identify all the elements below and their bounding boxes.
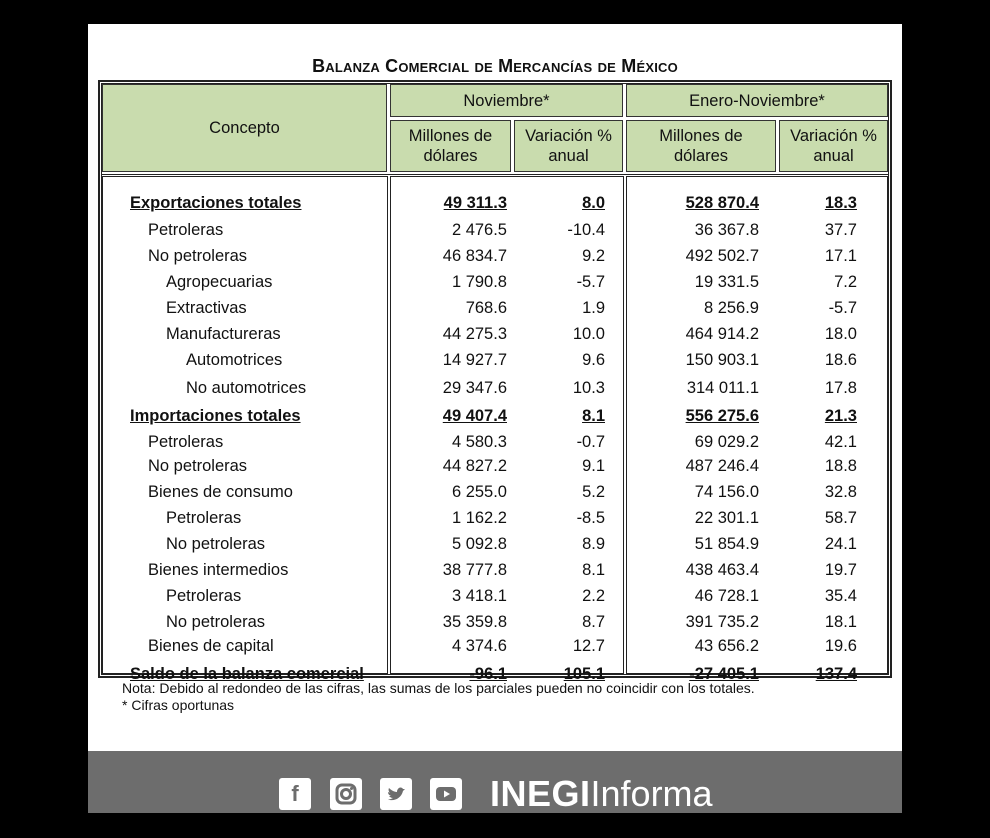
row-value-v1: 3 418.1: [451, 587, 507, 605]
table-row: [98, 584, 892, 610]
row-value-v4: 18.8: [824, 457, 857, 475]
table-row: [98, 480, 892, 506]
row-label: No petroleras: [148, 247, 248, 265]
row-value-v2: 5.2: [582, 483, 605, 501]
row-value-v4: 137.4: [815, 665, 857, 683]
row-value-v2: 8.1: [582, 407, 605, 425]
row-value-v2: 9.6: [582, 351, 605, 369]
header-period-jan-nov: [626, 84, 888, 117]
table-row: [98, 558, 892, 584]
row-value-v3: 19 331.5: [694, 273, 759, 291]
row-label: No petroleras: [148, 457, 248, 475]
row-label: Petroleras: [148, 221, 224, 239]
row-value-v2: 9.1: [582, 457, 605, 475]
header-period2-label: Enero-Noviembre*: [689, 91, 825, 110]
row-value-v2: 105.1: [563, 665, 605, 683]
header-variacion-2: Variación % anual: [779, 120, 888, 172]
table-row: [98, 610, 892, 636]
trade-balance-table: [98, 80, 892, 683]
row-value-v2: -5.7: [576, 273, 605, 291]
row-value-v3: 492 502.7: [685, 247, 759, 265]
row-value-v4: 7.2: [834, 273, 857, 291]
row-label: Manufactureras: [166, 325, 281, 343]
footnotes: [122, 680, 755, 714]
row-value-v3: 46 728.1: [694, 587, 759, 605]
row-value-v3: 69 029.2: [694, 433, 759, 451]
header-period-november: [390, 84, 623, 117]
table-row: [98, 348, 892, 374]
header-concepto: [102, 84, 387, 172]
row-value-v2: 12.7: [572, 637, 605, 655]
table-row: [98, 506, 892, 532]
row-value-v3: 314 011.1: [686, 379, 759, 397]
row-value-v2: -8.5: [576, 509, 605, 527]
row-value-v4: 19.6: [824, 637, 857, 655]
row-label: Automotrices: [186, 351, 283, 369]
row-value-v1: 49 311.3: [443, 194, 507, 212]
note-cifras: * Cifras oportunas: [122, 697, 235, 713]
row-label: Agropecuarias: [166, 273, 273, 291]
footer-bar: [88, 751, 902, 813]
row-value-v4: 37.7: [824, 221, 857, 239]
row-label: No automotrices: [186, 379, 307, 397]
table-row: [98, 270, 892, 296]
row-label: Petroleras: [166, 509, 242, 527]
row-value-v4: 17.8: [824, 379, 857, 397]
row-value-v1: 35 359.8: [442, 613, 507, 631]
row-value-v1: -96.1: [469, 665, 507, 683]
row-value-v2: 9.2: [582, 247, 605, 265]
row-value-v4: 17.1: [824, 247, 857, 265]
content-panel: [88, 24, 902, 751]
row-value-v4: 18.3: [824, 194, 857, 212]
table-row: [98, 296, 892, 322]
row-value-v4: 18.1: [824, 613, 857, 631]
row-value-v2: 8.9: [582, 535, 605, 553]
row-value-v1: 4 374.6: [451, 637, 507, 655]
row-value-v4: 18.6: [824, 351, 857, 369]
header-millones-2: Millones de dólares: [626, 120, 776, 172]
row-value-v1: 768.6: [465, 299, 507, 317]
row-value-v2: -10.4: [567, 221, 605, 239]
row-value-v2: 1.9: [582, 299, 605, 317]
inegi-informa-logo: INEGIInforma: [490, 773, 713, 814]
row-value-v2: 8.7: [582, 613, 605, 631]
row-value-v3: 528 870.4: [685, 194, 759, 212]
row-value-v1: 38 777.8: [442, 561, 507, 579]
table-row: [98, 191, 892, 217]
row-value-v4: 24.1: [824, 535, 857, 553]
row-value-v3: 464 914.2: [685, 325, 759, 343]
row-label: Bienes de consumo: [148, 483, 293, 501]
row-label: Bienes intermedios: [148, 561, 289, 579]
row-value-v1: 14 927.7: [442, 351, 507, 369]
row-value-v1: 49 407.4: [442, 407, 507, 425]
row-value-v4: 19.7: [824, 561, 857, 579]
row-value-v3: 556 275.6: [685, 407, 759, 425]
row-value-v3: 391 735.2: [685, 613, 759, 631]
row-value-v1: 46 834.7: [442, 247, 507, 265]
table-row: [98, 376, 892, 402]
row-value-v1: 5 092.8: [451, 535, 507, 553]
table-row: [98, 634, 892, 660]
row-value-v1: 6 255.0: [451, 483, 507, 501]
row-value-v3: 43 656.2: [694, 637, 759, 655]
row-value-v4: 42.1: [824, 433, 857, 451]
row-value-v2: 8.1: [582, 561, 605, 579]
row-value-v4: 32.8: [824, 483, 857, 501]
row-value-v3: -27 405.1: [689, 665, 759, 683]
table-row: [98, 404, 892, 430]
table-row: [98, 218, 892, 244]
facebook-icon[interactable]: f: [279, 778, 311, 810]
row-label: Exportaciones totales: [130, 194, 302, 212]
row-value-v2: 10.0: [572, 325, 605, 343]
row-value-v4: 58.7: [824, 509, 857, 527]
row-value-v1: 4 580.3: [451, 433, 507, 451]
row-value-v1: 1 162.2: [451, 509, 507, 527]
row-value-v3: 8 256.9: [703, 299, 759, 317]
table-row: [98, 454, 892, 480]
row-value-v1: 29 347.6: [442, 379, 507, 397]
row-value-v2: 8.0: [582, 194, 605, 212]
row-value-v4: 35.4: [824, 587, 857, 605]
header-concepto-label: Concepto: [209, 119, 280, 137]
header-variacion-1: Variación % anual: [514, 120, 623, 172]
row-label: Bienes de capital: [148, 637, 274, 655]
row-value-v3: 487 246.4: [685, 457, 759, 475]
row-value-v1: 44 275.3: [442, 325, 507, 343]
row-value-v3: 36 367.8: [694, 221, 759, 239]
table-row: [98, 244, 892, 270]
row-label: No petroleras: [166, 613, 266, 631]
row-label: Saldo de la balanza comercial: [130, 665, 364, 683]
header-period1-label: Noviembre*: [463, 91, 550, 110]
row-value-v2: 2.2: [582, 587, 605, 605]
row-value-v1: 1 790.8: [451, 273, 507, 291]
note-rounding: Nota: Debido al redondeo de las cifras, las sumas de los parciales pueden no coincidir con los totales.: [122, 680, 755, 696]
twitter-icon[interactable]: [380, 778, 412, 810]
youtube-icon[interactable]: [430, 778, 462, 810]
row-value-v1: 2 476.5: [451, 221, 507, 239]
row-value-v2: -0.7: [576, 433, 605, 451]
table-row: [98, 430, 892, 456]
row-value-v2: 10.3: [572, 379, 605, 397]
row-label: Extractivas: [166, 299, 247, 317]
row-label: Petroleras: [166, 587, 242, 605]
row-value-v3: 51 854.9: [694, 535, 759, 553]
table-row: [98, 322, 892, 348]
row-value-v4: 18.0: [824, 325, 857, 343]
row-value-v1: 44 827.2: [442, 457, 507, 475]
header-millones-1: Millones de dólares: [390, 120, 511, 172]
row-label: Petroleras: [148, 433, 224, 451]
row-label: No petroleras: [166, 535, 266, 553]
row-value-v3: 74 156.0: [694, 483, 759, 501]
row-label: Importaciones totales: [130, 407, 301, 425]
row-value-v3: 22 301.1: [694, 509, 759, 527]
page-title: Balanza Comercial de Mercancías de México: [312, 56, 678, 76]
instagram-icon[interactable]: [330, 778, 362, 810]
row-value-v3: 438 463.4: [685, 561, 759, 579]
row-value-v3: 150 903.1: [685, 351, 759, 369]
row-value-v4: -5.7: [828, 299, 857, 317]
row-value-v4: 21.3: [824, 407, 857, 425]
table-row: [98, 532, 892, 558]
